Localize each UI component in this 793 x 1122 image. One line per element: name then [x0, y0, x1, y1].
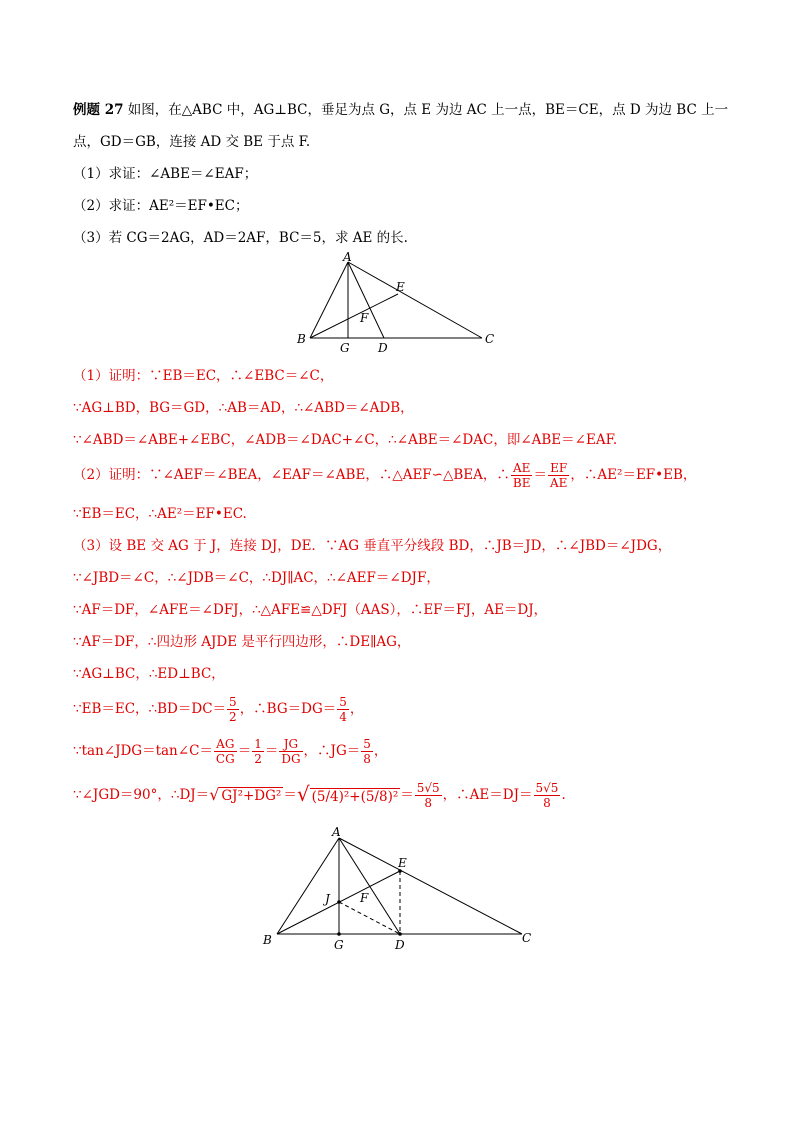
fig1-segment-AD — [348, 262, 384, 338]
fraction-ef-ae: $\frac{EF}{AE}$ — [549, 461, 568, 490]
problem-line-1 — [73, 100, 728, 120]
fig1-label-D: D — [378, 341, 388, 355]
fig2-label-E: E — [398, 856, 407, 870]
solution-line-11: ∵EB＝EC，∴BD＝DC＝ $\frac{5}{2}$ ，∴BG＝DG＝ $\frac{5}{4}$ ， — [73, 695, 364, 724]
fraction-ag-cg: $\frac{AG}{CG}$ — [215, 737, 235, 766]
fig2-segment-AD — [339, 838, 400, 934]
problem-text-1: 如图，在△ABC 中，AG⊥BC，垂足为点 G，点 E 为边 AC 上一点，BE＝CE，点 D 为边 BC 上一 — [123, 102, 729, 118]
solution-line-8: ∵AF＝DF，∠AFE＝∠DFJ，∴△AFE≌△DFJ（AAS），∴EF＝FJ，AE＝DJ， — [73, 602, 548, 618]
fraction-5-4: $\frac{5}{4}$ — [339, 695, 347, 724]
fig1-label-F: F — [360, 311, 369, 325]
radical-gj-dg: √ GJ²+DG² — [209, 785, 282, 804]
fraction-5root5-8-a: $\frac{5√5}{8}$ — [416, 781, 440, 810]
figure-1 — [290, 252, 500, 356]
fig2-label-A: A — [332, 825, 341, 839]
figure-2 — [255, 824, 545, 954]
fig1-label-A: A — [343, 252, 352, 264]
fig2-point-J — [337, 900, 341, 904]
fig2-label-F: F — [360, 891, 369, 905]
fig2-label-J: J — [325, 892, 330, 906]
fig2-label-G: G — [334, 938, 344, 952]
solution-line-7: ∵∠JBD＝∠C，∴∠JDB＝∠C，∴DJ∥AC，∴∠AEF＝∠DJF， — [73, 570, 440, 586]
fraction-5-8: $\frac{5}{8}$ — [363, 737, 371, 766]
fig2-segment-JD — [339, 902, 400, 934]
solution-line-4: （2）证明：∵∠AEF＝∠BEA，∠EAF＝∠ABE，∴△AEF∽△BEA，∴ $\frac{AE}{BE}$ ＝ $\frac{EF}{AE}$ ，∴AE²＝EF•EB， — [73, 461, 697, 490]
solution-line-6: （3）设 BE 交 AG 于 J，连接 DJ，DE．∵AG 垂直平分线段 BD，∴JB＝JD，∴∠JBD＝∠JDG， — [73, 538, 672, 554]
fig1-label-C: C — [485, 332, 495, 346]
radical-values: √ (5/4)²+(5/8)² — [296, 782, 399, 806]
solution-line-10: ∵AG⊥BC，∴ED⊥BC， — [73, 666, 225, 682]
fig2-label-C: C — [522, 931, 532, 945]
solution-line-2: ∵AG⊥BD，BG＝GD，∴AB＝AD，∴∠ABD＝∠ADB， — [73, 400, 414, 416]
question-1: （1）求证：∠ABE＝∠EAF； — [73, 166, 258, 182]
fig2-segment-AB — [277, 838, 339, 934]
fig2-point-G — [337, 932, 341, 936]
solution-line-4-text: （2）证明：∵∠AEF＝∠BEA，∠EAF＝∠ABE，∴△AEF∽△BEA，∴ — [73, 467, 510, 483]
fig1-segment-BE — [310, 294, 398, 338]
fig2-label-D: D — [395, 938, 405, 952]
fig1-label-E: E — [396, 280, 405, 294]
fraction-ae-be: $\frac{AE}{BE}$ — [512, 461, 531, 490]
problem-line-2: 点，GD＝GB，连接 AD 交 BE 于点 F. — [73, 134, 311, 150]
fig1-label-B: B — [297, 332, 306, 346]
solution-line-1: （1）证明：∵EB＝EC，∴∠EBC＝∠C， — [73, 368, 334, 384]
solution-line-3: ∵∠ABD＝∠ABE+∠EBC，∠ADB＝∠DAC+∠C，∴∠ABE＝∠DAC，即∠ABE＝∠EAF. — [73, 432, 618, 448]
fig1-segment-AC — [348, 262, 482, 338]
fraction-5-2: $\frac{5}{2}$ — [229, 695, 237, 724]
fig2-point-D — [398, 932, 402, 936]
fraction-1-2: $\frac{1}{2}$ — [254, 737, 262, 766]
fig1-label-G: G — [340, 341, 350, 355]
solution-line-5: ∵EB＝EC，∴AE²＝EF•EC. — [73, 506, 247, 522]
problem-label: 例题 27 — [73, 102, 124, 118]
solution-line-13: ∵∠JGD＝90°，∴DJ＝√ GJ²+DG² ＝√ (5/4)²+(5/8)² ＝ $\frac{5√5}{8}$ ，∴AE＝DJ＝ $\frac{5√5}{8}$ . — [73, 776, 566, 815]
fig2-label-B: B — [263, 933, 272, 947]
solution-line-12: ∵tan∠JDG＝tan∠C＝ $\frac{AG}{CG}$ ＝ $\frac{1}{2}$ ＝ $\frac{JG}{DG}$ ，∴JG＝ $\frac{5}{8}$ ， — [73, 737, 388, 766]
fraction-5root5-8-b: $\frac{5√5}{8}$ — [535, 781, 559, 810]
question-3: （3）若 CG＝2AG，AD＝2AF，BC＝5，求 AE 的长. — [73, 230, 408, 246]
fig2-segment-AC — [339, 838, 522, 934]
fig1-segment-AB — [310, 262, 348, 338]
fraction-jg-dg: $\frac{JG}{DG}$ — [281, 737, 301, 766]
solution-line-9: ∵AF＝DF，∴四边形 AJDE 是平行四边形，∴DE∥AG， — [73, 634, 411, 650]
question-2: （2）求证：AE²＝EF•EC； — [73, 198, 249, 214]
